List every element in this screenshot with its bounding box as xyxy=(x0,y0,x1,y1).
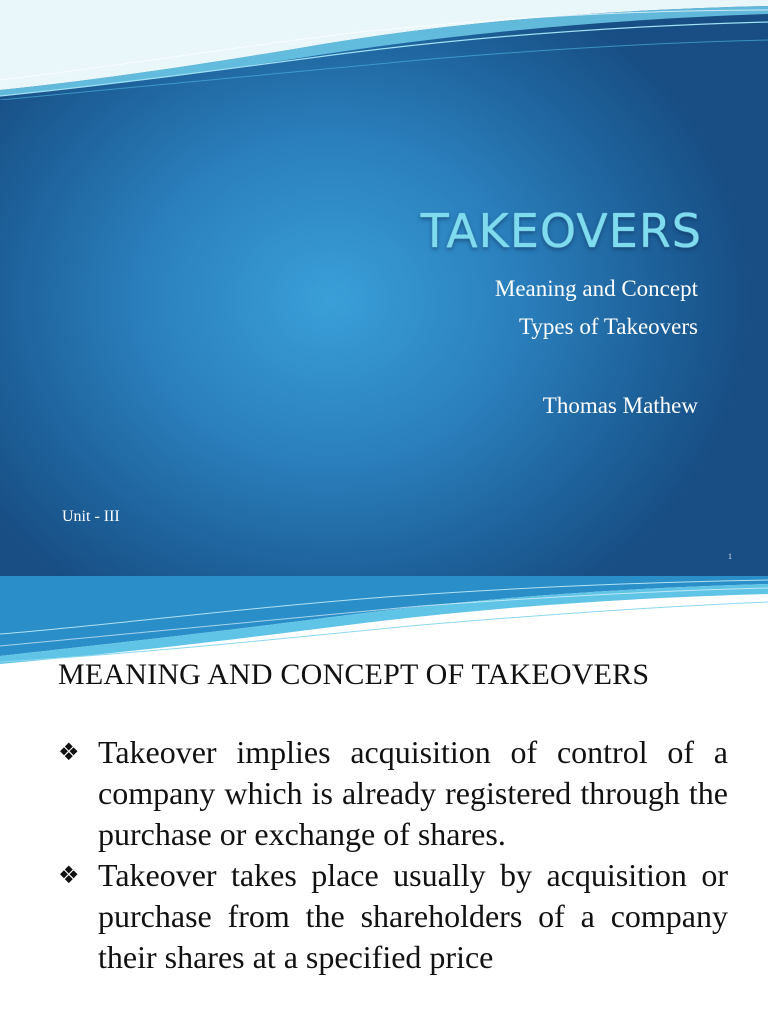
author-name: Thomas Mathew xyxy=(542,393,698,418)
diamond-bullet-icon: ❖ xyxy=(58,861,80,889)
list-item xyxy=(58,855,728,978)
diamond-bullet-icon: ❖ xyxy=(58,738,80,766)
bullet-text: Takeover implies acquisition of control of a company which is already registered through the purchase or exchange of shares. xyxy=(98,734,728,852)
slide-heading: MEANING AND CONCEPT OF TAKEOVERS xyxy=(58,658,650,691)
subtitle-line-2: Types of Takeovers xyxy=(518,314,698,339)
bullet-list xyxy=(58,732,728,978)
slide-title: TAKEOVERS xyxy=(420,204,702,258)
subtitle-line-1: Meaning and Concept xyxy=(494,276,698,301)
list-item xyxy=(58,732,728,855)
decorative-wave-top xyxy=(0,0,768,100)
bullet-text: Takeover takes place usually by acquisition or purchase from the shareholders of a company their shares at a specified price xyxy=(98,857,728,975)
unit-label: Unit - III xyxy=(62,508,120,525)
decorative-wave-top xyxy=(0,576,768,666)
content-slide xyxy=(0,576,768,1024)
page-number: 1 xyxy=(728,552,732,561)
